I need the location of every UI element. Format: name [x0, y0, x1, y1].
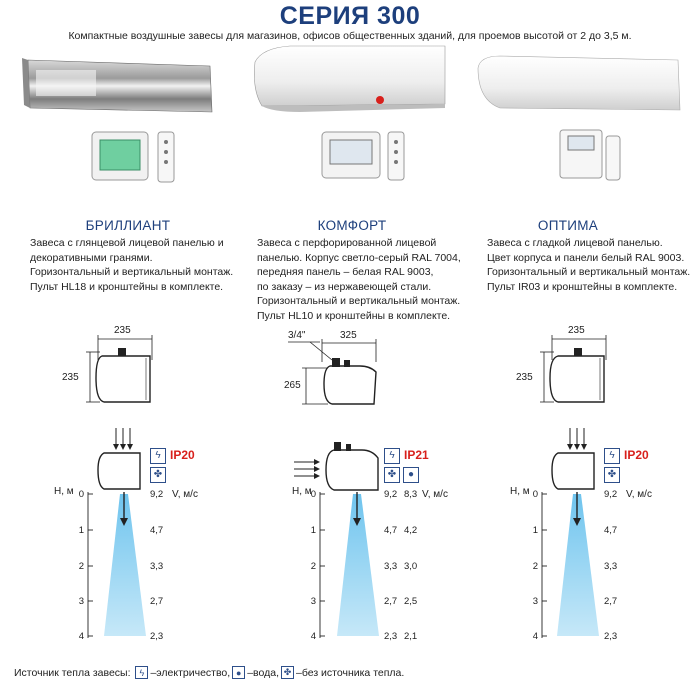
height-tick: 2 — [532, 561, 538, 572]
height-tick: 4 — [78, 631, 84, 642]
velocity-value-a: 3,3 — [384, 561, 398, 572]
product-image-optima — [478, 56, 680, 110]
height-tick: 0 — [532, 489, 538, 500]
velocity-value: 2,7 — [150, 596, 164, 607]
water-drop-icon: ● — [403, 467, 419, 483]
description-optima — [487, 236, 697, 294]
axis-height-label: H, м — [510, 486, 530, 497]
velocity-value: 2,3 — [150, 631, 164, 642]
axis-height-label: H, м — [292, 486, 312, 497]
desc-line: декоративными гранями. — [30, 251, 153, 264]
page-title: СЕРИЯ 300 — [279, 2, 421, 30]
fan-icon: ✤ — [281, 666, 294, 679]
desc-line: Завеса с глянцевой лицевой панелью и — [30, 237, 224, 249]
axis-velocity-label: V, м/с — [422, 489, 448, 500]
legend-electric: –электричество, — [150, 666, 231, 679]
controller-ir03 — [560, 130, 620, 180]
desc-line: панелью. Корпус светло-серый RAL 7004, — [257, 251, 461, 264]
velocity-value-a: 2,7 — [384, 596, 398, 607]
desc-line: передняя панель – белая RAL 9003, — [257, 266, 434, 278]
desc-line: Пульт IR03 и кронштейны в комплекте. — [487, 280, 678, 293]
controller-hl10 — [322, 132, 404, 180]
dimension-diagram-optima — [540, 335, 606, 402]
series-name-optima: ОПТИМА — [537, 218, 599, 233]
axis-velocity-label: V, м/с — [172, 489, 198, 500]
heat-source-legend — [14, 666, 404, 679]
product-image-comfort — [254, 46, 445, 112]
fan-icon: ✤ — [150, 467, 166, 483]
dim-width-brilliant: 235 — [114, 325, 131, 336]
legend-water: –вода, — [247, 666, 279, 679]
controller-hl18 — [92, 132, 174, 182]
page-subtitle: Компактные воздушные завесы для магазинов, офисов общественных зданий, для проемов высотой от 2 до 3,5 м. — [68, 30, 632, 42]
ip-rating-comfort: IP21 — [404, 448, 429, 462]
axis-height-label: H, м — [54, 486, 74, 497]
desc-line: Цвет корпуса и панели белый RAL 9003. — [487, 251, 685, 264]
height-tick: 4 — [310, 631, 316, 642]
velocity-value: 9,2 — [604, 489, 618, 500]
velocity-value: 3,3 — [150, 561, 164, 572]
ip-rating-optima: IP20 — [624, 448, 649, 462]
electric-heat-icon: ϟ — [384, 448, 400, 464]
airflow-diagram-brilliant — [88, 428, 146, 638]
velocity-value: 9,2 — [150, 489, 164, 500]
velocity-value-a: 9,2 — [384, 489, 398, 500]
airflow-diagram-comfort — [294, 442, 379, 638]
dim-height-brilliant: 235 — [62, 372, 79, 383]
airflow-diagram-optima — [542, 428, 599, 638]
fan-icon: ✤ — [384, 467, 400, 483]
desc-line: Горизонтальный и вертикальный монтаж. — [30, 266, 234, 278]
height-tick: 2 — [310, 561, 316, 572]
velocity-value: 2,3 — [604, 631, 618, 642]
velocity-value-a: 4,7 — [384, 525, 398, 536]
fan-icon: ✤ — [604, 467, 620, 483]
water-drop-icon: ● — [232, 666, 245, 679]
velocity-value: 2,7 — [604, 596, 618, 607]
velocity-value-b: 2,1 — [404, 631, 418, 642]
height-tick: 4 — [532, 631, 538, 642]
velocity-value-b: 8,3 — [404, 489, 418, 500]
desc-line: по заказу – из нержавеющей стали. — [257, 280, 432, 293]
electric-heat-icon: ϟ — [150, 448, 166, 464]
height-tick: 1 — [532, 525, 538, 536]
series-name-comfort: КОМФОРТ — [317, 218, 387, 233]
ip-rating-brilliant: IP20 — [170, 448, 195, 462]
desc-line: Горизонтальный и вертикальный монтаж. — [487, 266, 691, 278]
desc-line: Пульт HL10 и кронштейны в комплекте. — [257, 309, 451, 322]
dim-width-comfort: 325 — [340, 330, 357, 341]
description-comfort — [257, 236, 487, 323]
velocity-value-a: 2,3 — [384, 631, 398, 642]
dimension-diagram-comfort — [288, 339, 376, 404]
height-tick: 0 — [78, 489, 84, 500]
dim-height-optima: 235 — [516, 372, 533, 383]
velocity-value-b: 3,0 — [404, 561, 418, 572]
height-tick: 1 — [78, 525, 84, 536]
desc-line: Горизонтальный и вертикальный монтаж. — [257, 295, 461, 307]
velocity-value: 4,7 — [604, 525, 618, 536]
height-tick: 2 — [78, 561, 84, 572]
electric-heat-icon: ϟ — [135, 666, 148, 679]
velocity-value-b: 4,2 — [404, 525, 418, 536]
description-brilliant — [30, 236, 255, 294]
desc-line: Завеса с гладкой лицевой панелью. — [487, 237, 663, 249]
height-tick: 0 — [310, 489, 316, 500]
height-tick: 3 — [78, 596, 84, 607]
product-image-brilliant — [22, 58, 212, 112]
height-tick: 3 — [532, 596, 538, 607]
desc-line: Пульт HL18 и кронштейны в комплекте. — [30, 280, 224, 293]
axis-velocity-label: V, м/с — [626, 489, 652, 500]
dim-width-optima: 235 — [568, 325, 585, 336]
velocity-value-b: 2,5 — [404, 596, 418, 607]
height-tick: 3 — [310, 596, 316, 607]
velocity-value: 4,7 — [150, 525, 164, 536]
velocity-value: 3,3 — [604, 561, 618, 572]
series-name-brilliant: БРИЛЛИАНТ — [85, 218, 171, 233]
dim-pipe-comfort: 3/4" — [288, 330, 306, 341]
dimension-diagram-brilliant — [86, 335, 152, 402]
legend-none: –без источника тепла. — [295, 666, 405, 679]
electric-heat-icon: ϟ — [604, 448, 620, 464]
legend-lead: Источник тепла завесы: — [14, 666, 131, 679]
height-tick: 1 — [310, 525, 316, 536]
desc-line: Завеса с перфорированной лицевой — [257, 237, 437, 249]
dim-height-comfort: 265 — [284, 380, 301, 391]
